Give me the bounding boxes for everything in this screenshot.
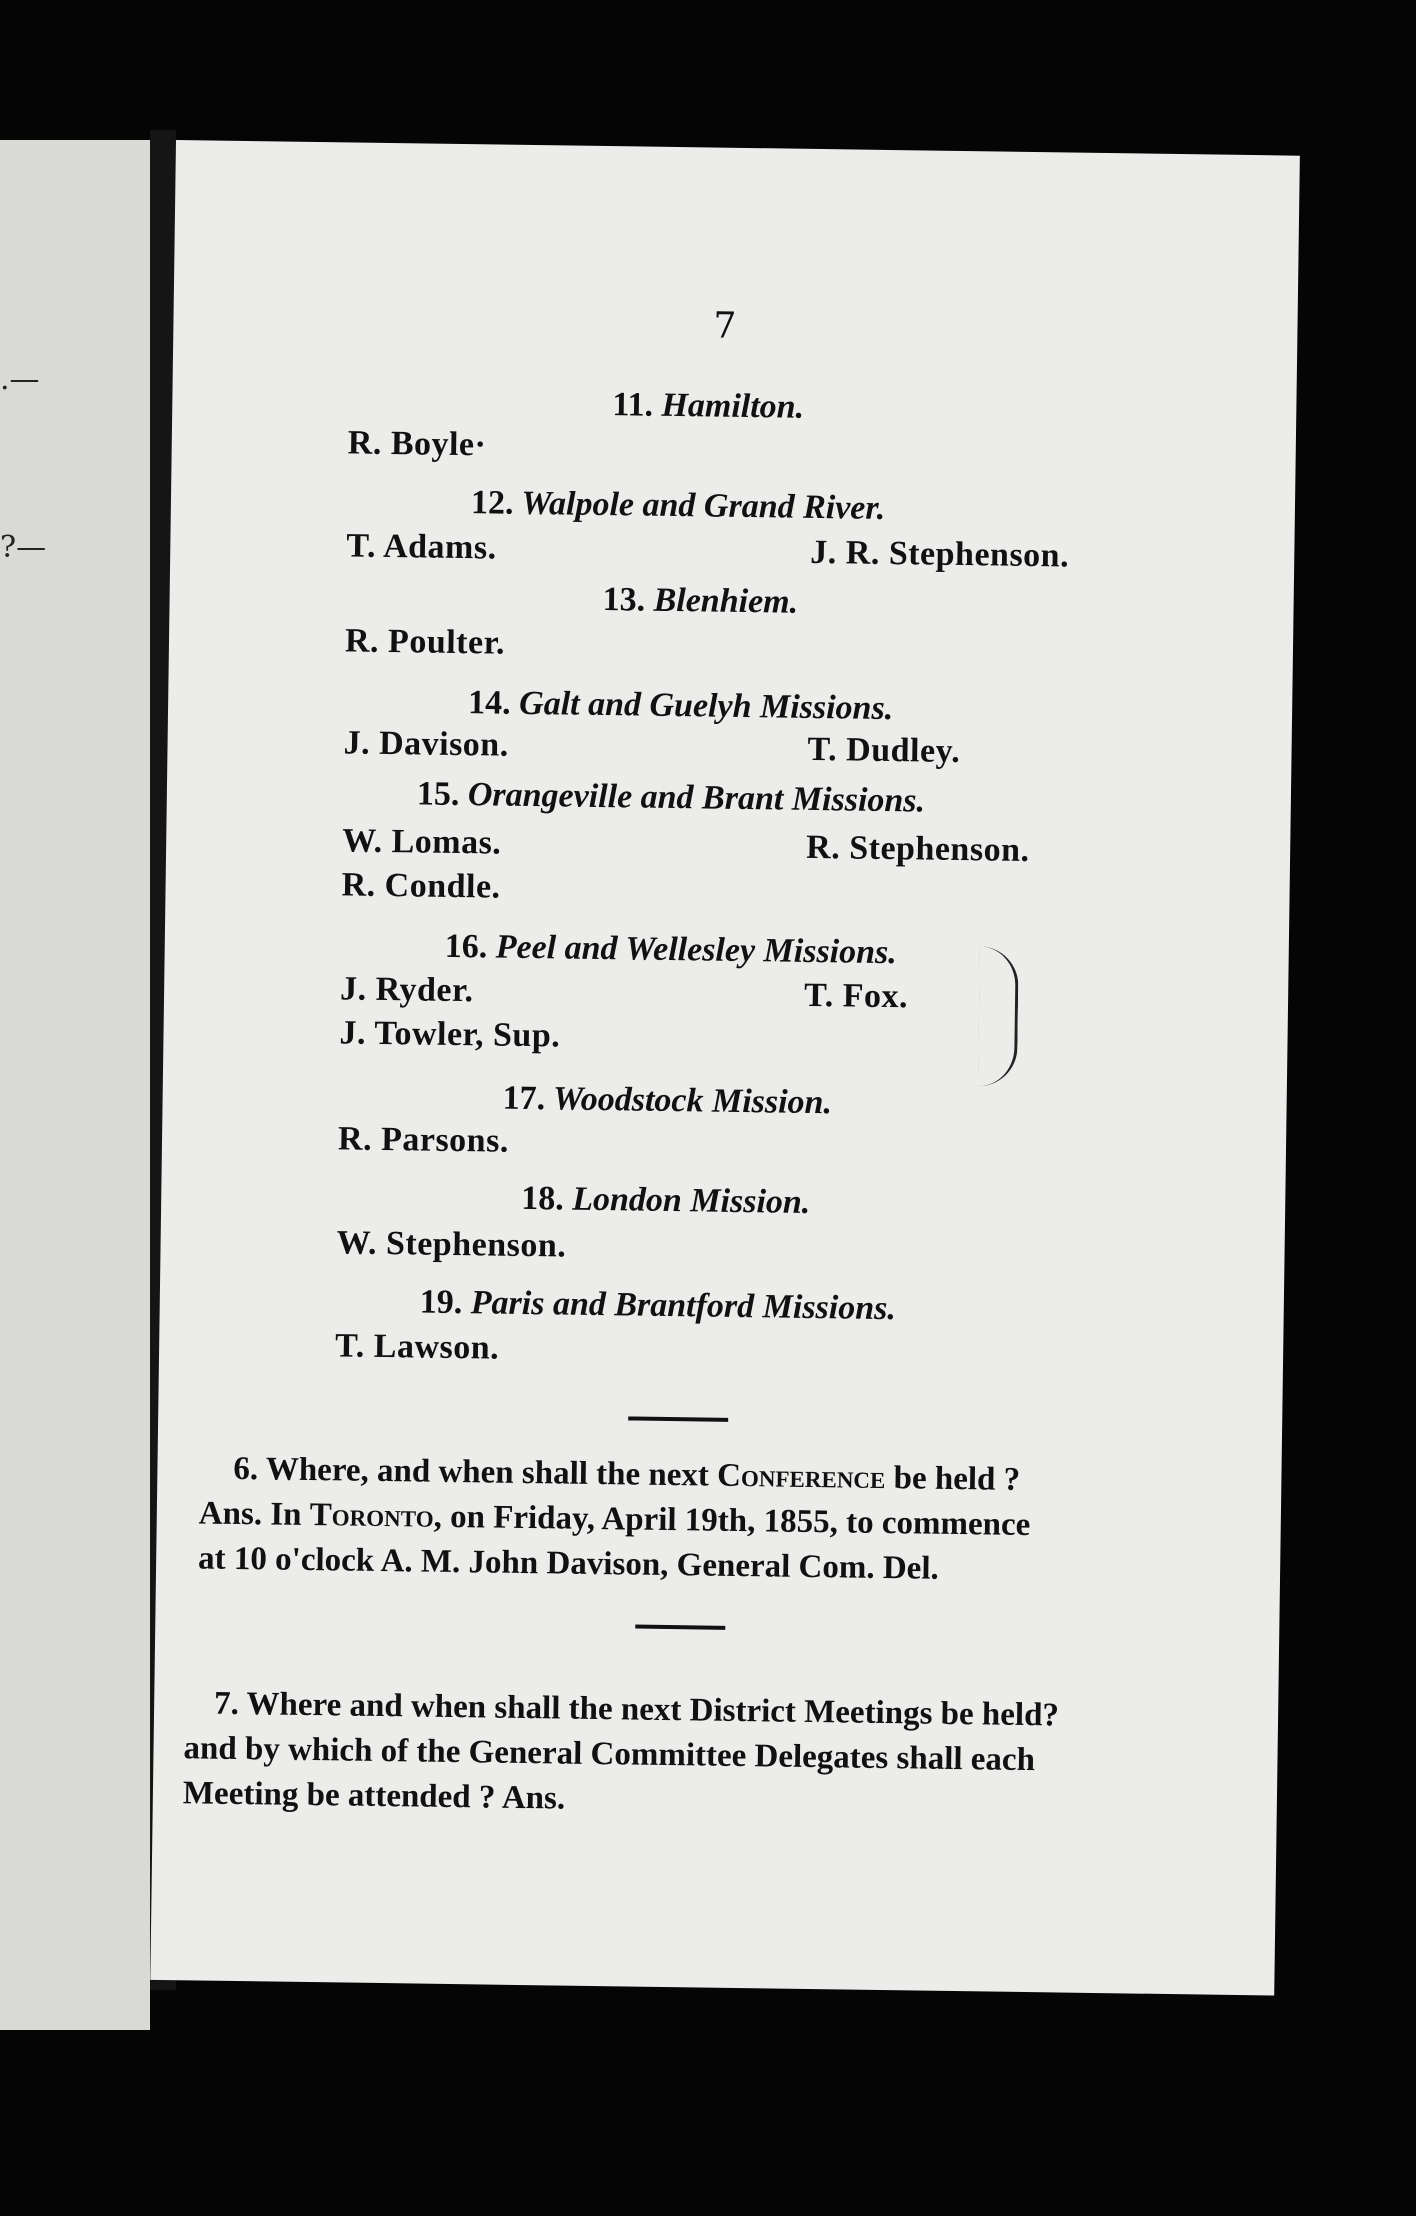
facing-page-edge [0,140,150,2030]
circuit-heading: 17. Woodstock Mission. [502,1079,833,1122]
preacher-name: J. Ryder. [339,970,474,1010]
circuit-heading: 13. Blenhiem. [602,581,799,621]
question-6-line: 6. Where, and when shall the next Conference be held ? [233,1450,1021,1498]
margin-fragment: .— [0,362,40,397]
document-page [150,140,1300,1996]
preacher-name: W. Lomas. [341,822,502,862]
question-6-line: Ans. In Toronto, on Friday, April 19th, 1855, to commence [198,1495,1031,1544]
section-divider [628,1416,728,1421]
preacher-name: T. Fox. [803,976,909,1016]
preacher-name: J. R. Stephenson. [810,533,1070,575]
preacher-name: T. Dudley. [807,730,961,771]
question-7-line: 7. Where and when shall the next District Meetings be held? [213,1685,1060,1734]
preacher-name: T. Lawson. [334,1327,500,1367]
circuit-heading: 12. Walpole and Grand River. [470,484,886,527]
preacher-name: J. Davison. [343,724,509,764]
preacher-name: R. Poulter. [344,622,506,662]
circuit-heading: 15. Orangeville and Brant Missions. [416,775,926,820]
page-number: 7 [713,305,737,347]
preacher-name: J. Towler, Sup. [339,1014,561,1055]
handwritten-brace-mark [978,946,1019,1087]
circuit-heading: 11. Hamilton. [612,386,805,426]
question-7-line: and by which of the General Committee Delegates shall each [183,1730,1036,1779]
preacher-name: R. Stephenson. [805,828,1030,869]
preacher-name: T. Adams. [346,527,497,567]
preacher-name: R. Condle. [341,866,501,906]
preacher-name: R. Boyle· [347,424,487,464]
question-6-line: at 10 o'clock A. M. John Davison, General Com. Del. [197,1540,940,1587]
circuit-heading: 16. Peel and Wellesley Missions. [444,927,898,972]
margin-fragment: ?— [0,530,47,565]
preacher-name: W. Stephenson. [336,1224,567,1265]
question-7-line: Meeting be attended ? Ans. [182,1775,566,1817]
preacher-name: R. Parsons. [337,1120,510,1160]
section-divider [635,1625,725,1630]
circuit-heading: 19. Paris and Brantford Missions. [419,1283,897,1328]
circuit-heading: 18. London Mission. [520,1179,811,1221]
circuit-heading: 14. Galt and Guelyh Missions. [467,684,894,728]
